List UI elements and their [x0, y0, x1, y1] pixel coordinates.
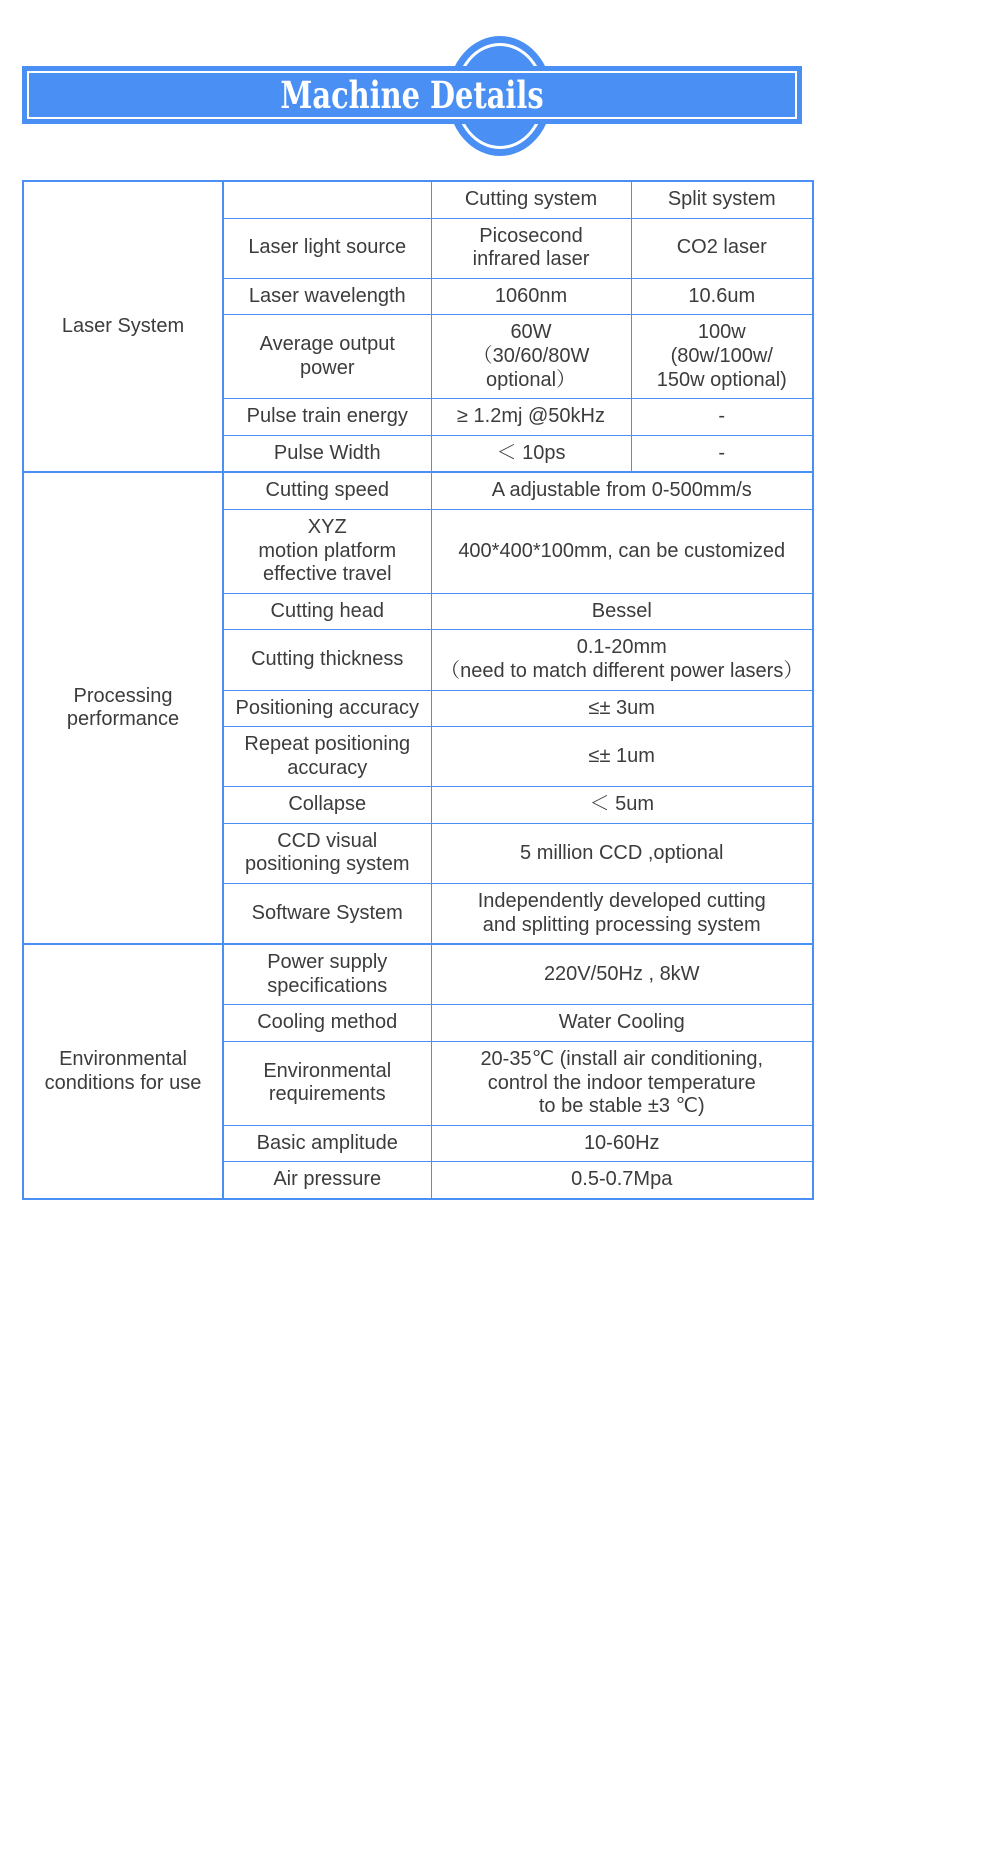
cell-line: specifications — [267, 974, 388, 997]
cell-line: （need to match different power lasers） — [440, 659, 804, 682]
cell-line: Positioning accuracy — [235, 696, 419, 719]
cell-line: Collapse — [288, 793, 367, 816]
row-label — [223, 1125, 431, 1162]
cell-line: Cutting system — [464, 188, 598, 210]
cell-line: （30/60/80W — [472, 344, 590, 367]
row-value-cutting-system — [431, 399, 631, 436]
cell-line: performance — [66, 708, 180, 731]
cell-line: Cutting speed — [265, 479, 389, 502]
cell-line: 0.1-20mm — [576, 636, 667, 659]
cell-line: (80w/100w/ — [670, 344, 773, 367]
cell-line: Independently developed cutting — [477, 890, 766, 913]
row-value-cutting-system — [431, 278, 631, 315]
cell-line: motion platform — [258, 539, 397, 562]
row-value — [431, 1042, 813, 1126]
row-value-split-system — [631, 278, 813, 315]
cell-line: accuracy — [287, 756, 368, 779]
cell-line: 1060nm — [494, 284, 568, 307]
cell-line: - — [718, 441, 726, 464]
row-label — [223, 1162, 431, 1199]
cell-line: ＜ 10ps — [496, 441, 566, 464]
cell-line: Picosecond — [479, 224, 583, 247]
cell-line: Laser System — [61, 314, 185, 337]
cell-line: to be stable ±3 ℃) — [538, 1095, 705, 1118]
cell-line: 100w — [697, 321, 746, 344]
cell-line: infrared laser — [472, 248, 590, 271]
table-row — [23, 944, 813, 1005]
cell-line: Software System — [251, 901, 403, 924]
page-header-banner — [0, 0, 1000, 150]
row-value — [431, 727, 813, 787]
row-value — [431, 630, 813, 690]
cell-line: Water Cooling — [558, 1011, 685, 1034]
row-value — [431, 593, 813, 630]
cell-line: and splitting processing system — [482, 913, 761, 936]
row-value — [431, 787, 813, 824]
cell-line: 0.5-0.7Mpa — [571, 1168, 673, 1191]
cell-line: ＜ 5um — [589, 793, 654, 816]
cell-line: 10.6um — [688, 284, 756, 307]
cell-line: Pulse Width — [273, 441, 381, 464]
cell-line: 220V/50Hz , 8kW — [543, 963, 700, 986]
row-label — [223, 787, 431, 824]
row-label — [223, 884, 431, 945]
section-group-label — [23, 472, 223, 944]
row-value-cutting-system — [431, 181, 631, 218]
cell-line: A adjustable from 0-500mm/s — [491, 479, 752, 502]
cell-line: optional） — [485, 368, 577, 391]
cell-line: Air pressure — [273, 1168, 382, 1191]
row-label — [223, 727, 431, 787]
row-label — [223, 593, 431, 630]
cell-line: conditions for use — [44, 1071, 202, 1094]
row-label — [223, 472, 431, 509]
row-label — [223, 690, 431, 727]
section-group-label — [23, 944, 223, 1199]
cell-line: ≤± 3um — [588, 696, 655, 719]
cell-line: Power supply — [267, 951, 388, 974]
page-title: Machine Details — [280, 73, 544, 117]
cell-line: Average output — [259, 333, 395, 356]
row-label — [223, 435, 431, 472]
cell-line: requirements — [268, 1083, 386, 1106]
cell-line: Laser wavelength — [248, 284, 406, 307]
row-value-split-system — [631, 218, 813, 278]
cell-line: Cutting head — [270, 599, 384, 622]
cell-line: 10-60Hz — [583, 1131, 660, 1154]
cell-line: effective travel — [262, 563, 392, 586]
cell-line: XYZ — [307, 515, 347, 538]
row-value-split-system — [631, 435, 813, 472]
row-value-split-system — [631, 315, 813, 399]
row-value — [431, 690, 813, 727]
table-row — [23, 472, 813, 509]
machine-specification-table — [22, 180, 814, 1200]
cell-line: CCD visual — [277, 829, 378, 852]
table-row — [23, 181, 813, 218]
spec-table-body — [23, 181, 813, 1199]
row-value-split-system — [631, 181, 813, 218]
section-group-label — [23, 181, 223, 472]
row-value-cutting-system — [431, 218, 631, 278]
row-label — [223, 315, 431, 399]
row-value — [431, 944, 813, 1005]
cell-line: 5 million CCD ,optional — [520, 841, 724, 864]
row-label — [223, 278, 431, 315]
cell-line: Environmental — [59, 1048, 187, 1071]
row-label — [223, 1005, 431, 1042]
row-value — [431, 1125, 813, 1162]
cell-line: Processing — [73, 684, 173, 707]
cell-line: Environmental — [263, 1059, 392, 1082]
cell-line: 60W — [510, 321, 552, 344]
row-value-split-system — [631, 399, 813, 436]
row-value-cutting-system — [431, 315, 631, 399]
cell-line: CO2 laser — [676, 236, 767, 259]
row-label — [223, 944, 431, 1005]
row-label — [223, 509, 431, 593]
cell-line: Split system — [667, 188, 776, 210]
row-value — [431, 1162, 813, 1199]
row-label — [223, 630, 431, 690]
cell-line: Laser light source — [248, 236, 407, 259]
row-label — [223, 823, 431, 883]
cell-line: 150w optional) — [656, 368, 787, 391]
cell-line: 20-35℃ (install air conditioning, — [480, 1048, 764, 1071]
cell-line: 400*400*100mm, can be customized — [458, 539, 786, 562]
cell-line: Pulse train energy — [246, 405, 408, 428]
row-label — [223, 181, 431, 218]
row-value — [431, 823, 813, 883]
cell-line: Repeat positioning — [244, 733, 411, 756]
cell-line: positioning system — [244, 853, 410, 876]
cell-line: - — [718, 405, 726, 428]
row-value — [431, 472, 813, 509]
cell-line: Bessel — [591, 599, 652, 622]
row-label — [223, 399, 431, 436]
cell-line: Cutting thickness — [251, 648, 404, 671]
cell-line: ≥ 1.2mj @50kHz — [457, 405, 605, 428]
cell-line: ≤± 1um — [588, 744, 655, 767]
row-value — [431, 509, 813, 593]
row-value — [431, 884, 813, 945]
cell-line: power — [300, 356, 355, 379]
row-label — [223, 218, 431, 278]
cell-line: control the indoor temperature — [487, 1071, 756, 1094]
row-label — [223, 1042, 431, 1126]
cell-line: Basic amplitude — [256, 1131, 398, 1154]
row-value-cutting-system — [431, 435, 631, 472]
row-value — [431, 1005, 813, 1042]
cell-line: Cooling method — [257, 1011, 398, 1034]
